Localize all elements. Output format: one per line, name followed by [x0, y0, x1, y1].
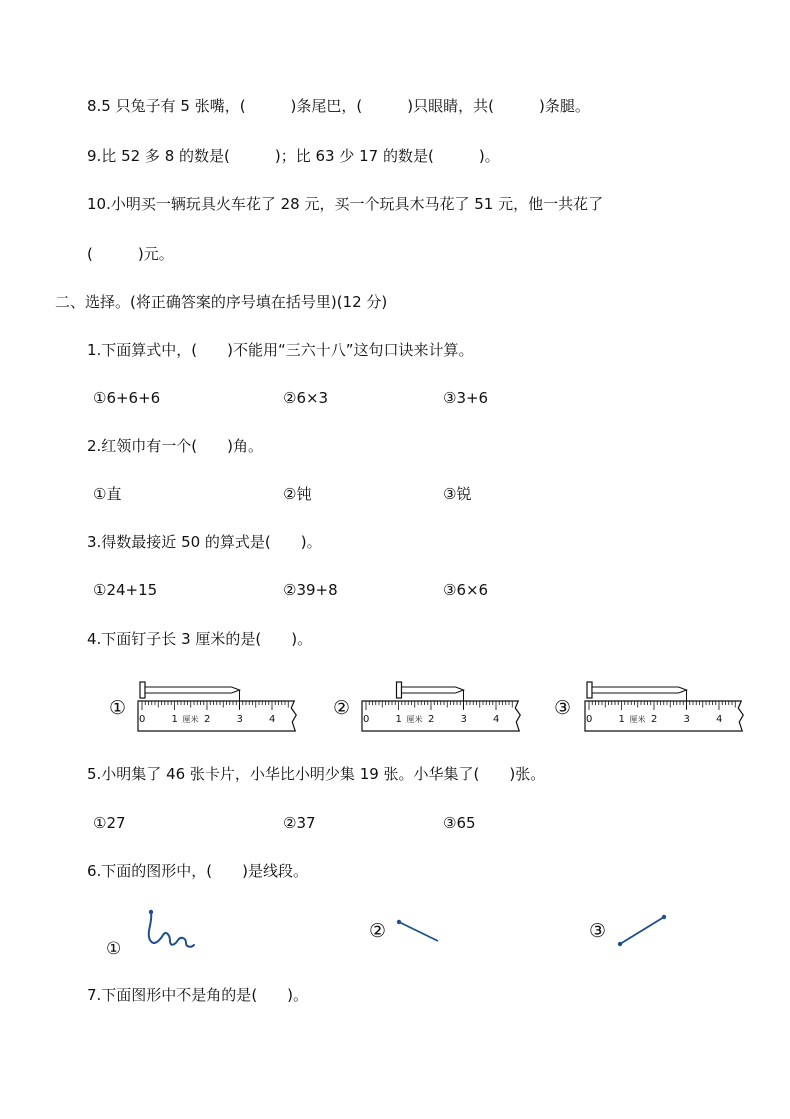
segment-figures: [0, 900, 790, 965]
choice-q3-option-1: ①24+15: [93, 581, 158, 599]
choice-q7-stem: 7.下面图形中不是角的是( )。: [87, 986, 309, 1004]
question-8: 8.5 只兔子有 5 张嘴，( )条尾巴，( )只眼睛，共( )条腿。: [87, 97, 590, 115]
segment-endpoint-b: [662, 915, 666, 919]
ruler-number: 2: [204, 714, 211, 725]
figure-label-3: ③: [589, 920, 607, 942]
nail-shaft: [592, 687, 687, 693]
choice-q5-stem: 5.小明集了 46 张卡片，小华比小明少集 19 张。小华集了( )张。: [87, 765, 546, 783]
ruler-option-label: ③: [554, 697, 572, 719]
ruler-number: 4: [716, 714, 723, 725]
figure-label-1: ①: [106, 939, 122, 959]
ruler-unit-label: 厘米: [629, 715, 646, 724]
nail-shaft: [145, 687, 240, 693]
section-2-heading: 二、选择。(将正确答案的序号填在括号里)(12 分): [55, 293, 388, 311]
choice-q1-option-3: ③3+6: [443, 389, 489, 407]
nail-head: [587, 682, 592, 698]
ruler-number: 1: [618, 714, 625, 725]
choice-q1-stem: 1.下面算式中，( )不能用“三六十八”这句口诀来计算。: [87, 341, 474, 359]
nail-head: [397, 682, 402, 698]
nail-ruler-2: [333, 682, 520, 731]
choice-q3-option-3: ③6×6: [443, 581, 489, 599]
choice-q2-option-1: ①直: [93, 485, 122, 503]
nail-shaft: [402, 687, 464, 693]
nail-ruler-figures: [0, 670, 790, 740]
choice-q4-stem: 4.下面钉子长 3 厘米的是( )。: [87, 630, 313, 648]
question-10-line1: 10.小明买一辆玩具火车花了 28 元，买一个玩具木马花了 51 元，他一共花了: [87, 195, 604, 213]
choice-q2-option-2: ②钝: [283, 485, 312, 503]
ruler-number: 0: [363, 714, 370, 725]
curved-line-figure: [149, 912, 194, 947]
choice-q5-option-1: ①27: [93, 814, 126, 832]
ruler-number: 0: [586, 714, 593, 725]
segment-figure: [620, 917, 664, 944]
ruler-unit-label: 厘米: [406, 715, 423, 724]
ruler-option-label: ①: [109, 697, 127, 719]
ruler-number: 4: [269, 714, 276, 725]
choice-q3-stem: 3.得数最接近 50 的算式是( )。: [87, 533, 322, 551]
choice-q1-option-1: ①6+6+6: [93, 389, 161, 407]
ruler-number: 1: [171, 714, 178, 725]
ruler-number: 4: [493, 714, 500, 725]
ruler-unit-label: 厘米: [182, 715, 199, 724]
choice-q1-option-2: ②6×3: [283, 389, 329, 407]
choice-q2-stem: 2.红领巾有一个( )角。: [87, 437, 264, 455]
ruler-number: 3: [460, 714, 467, 725]
ray-figure: [399, 922, 438, 941]
question-9: 9.比 52 多 8 的数是( )；比 63 少 17 的数是( )。: [87, 147, 500, 165]
ruler-number: 2: [428, 714, 435, 725]
choice-q5-option-2: ②37: [283, 814, 316, 832]
ruler-number: 0: [139, 714, 146, 725]
ruler-number: 3: [236, 714, 243, 725]
ruler-option-label: ②: [333, 697, 351, 719]
segment-endpoint-a: [618, 942, 622, 946]
question-10-line2: ( )元。: [87, 245, 174, 263]
choice-q3-option-2: ②39+8: [283, 581, 338, 599]
nail-ruler-1: [109, 682, 296, 731]
nail-ruler-3: [554, 682, 743, 731]
ruler-number: 1: [395, 714, 402, 725]
choice-q5-option-3: ③65: [443, 814, 476, 832]
curve-endpoint: [149, 910, 153, 914]
ruler-number: 2: [651, 714, 658, 725]
figure-label-2: ②: [369, 920, 387, 942]
choice-q6-stem: 6.下面的图形中，( )是线段。: [87, 862, 309, 880]
choice-q2-option-3: ③锐: [443, 485, 472, 503]
ruler-number: 3: [683, 714, 690, 725]
nail-head: [140, 682, 145, 698]
ray-endpoint: [397, 920, 401, 924]
